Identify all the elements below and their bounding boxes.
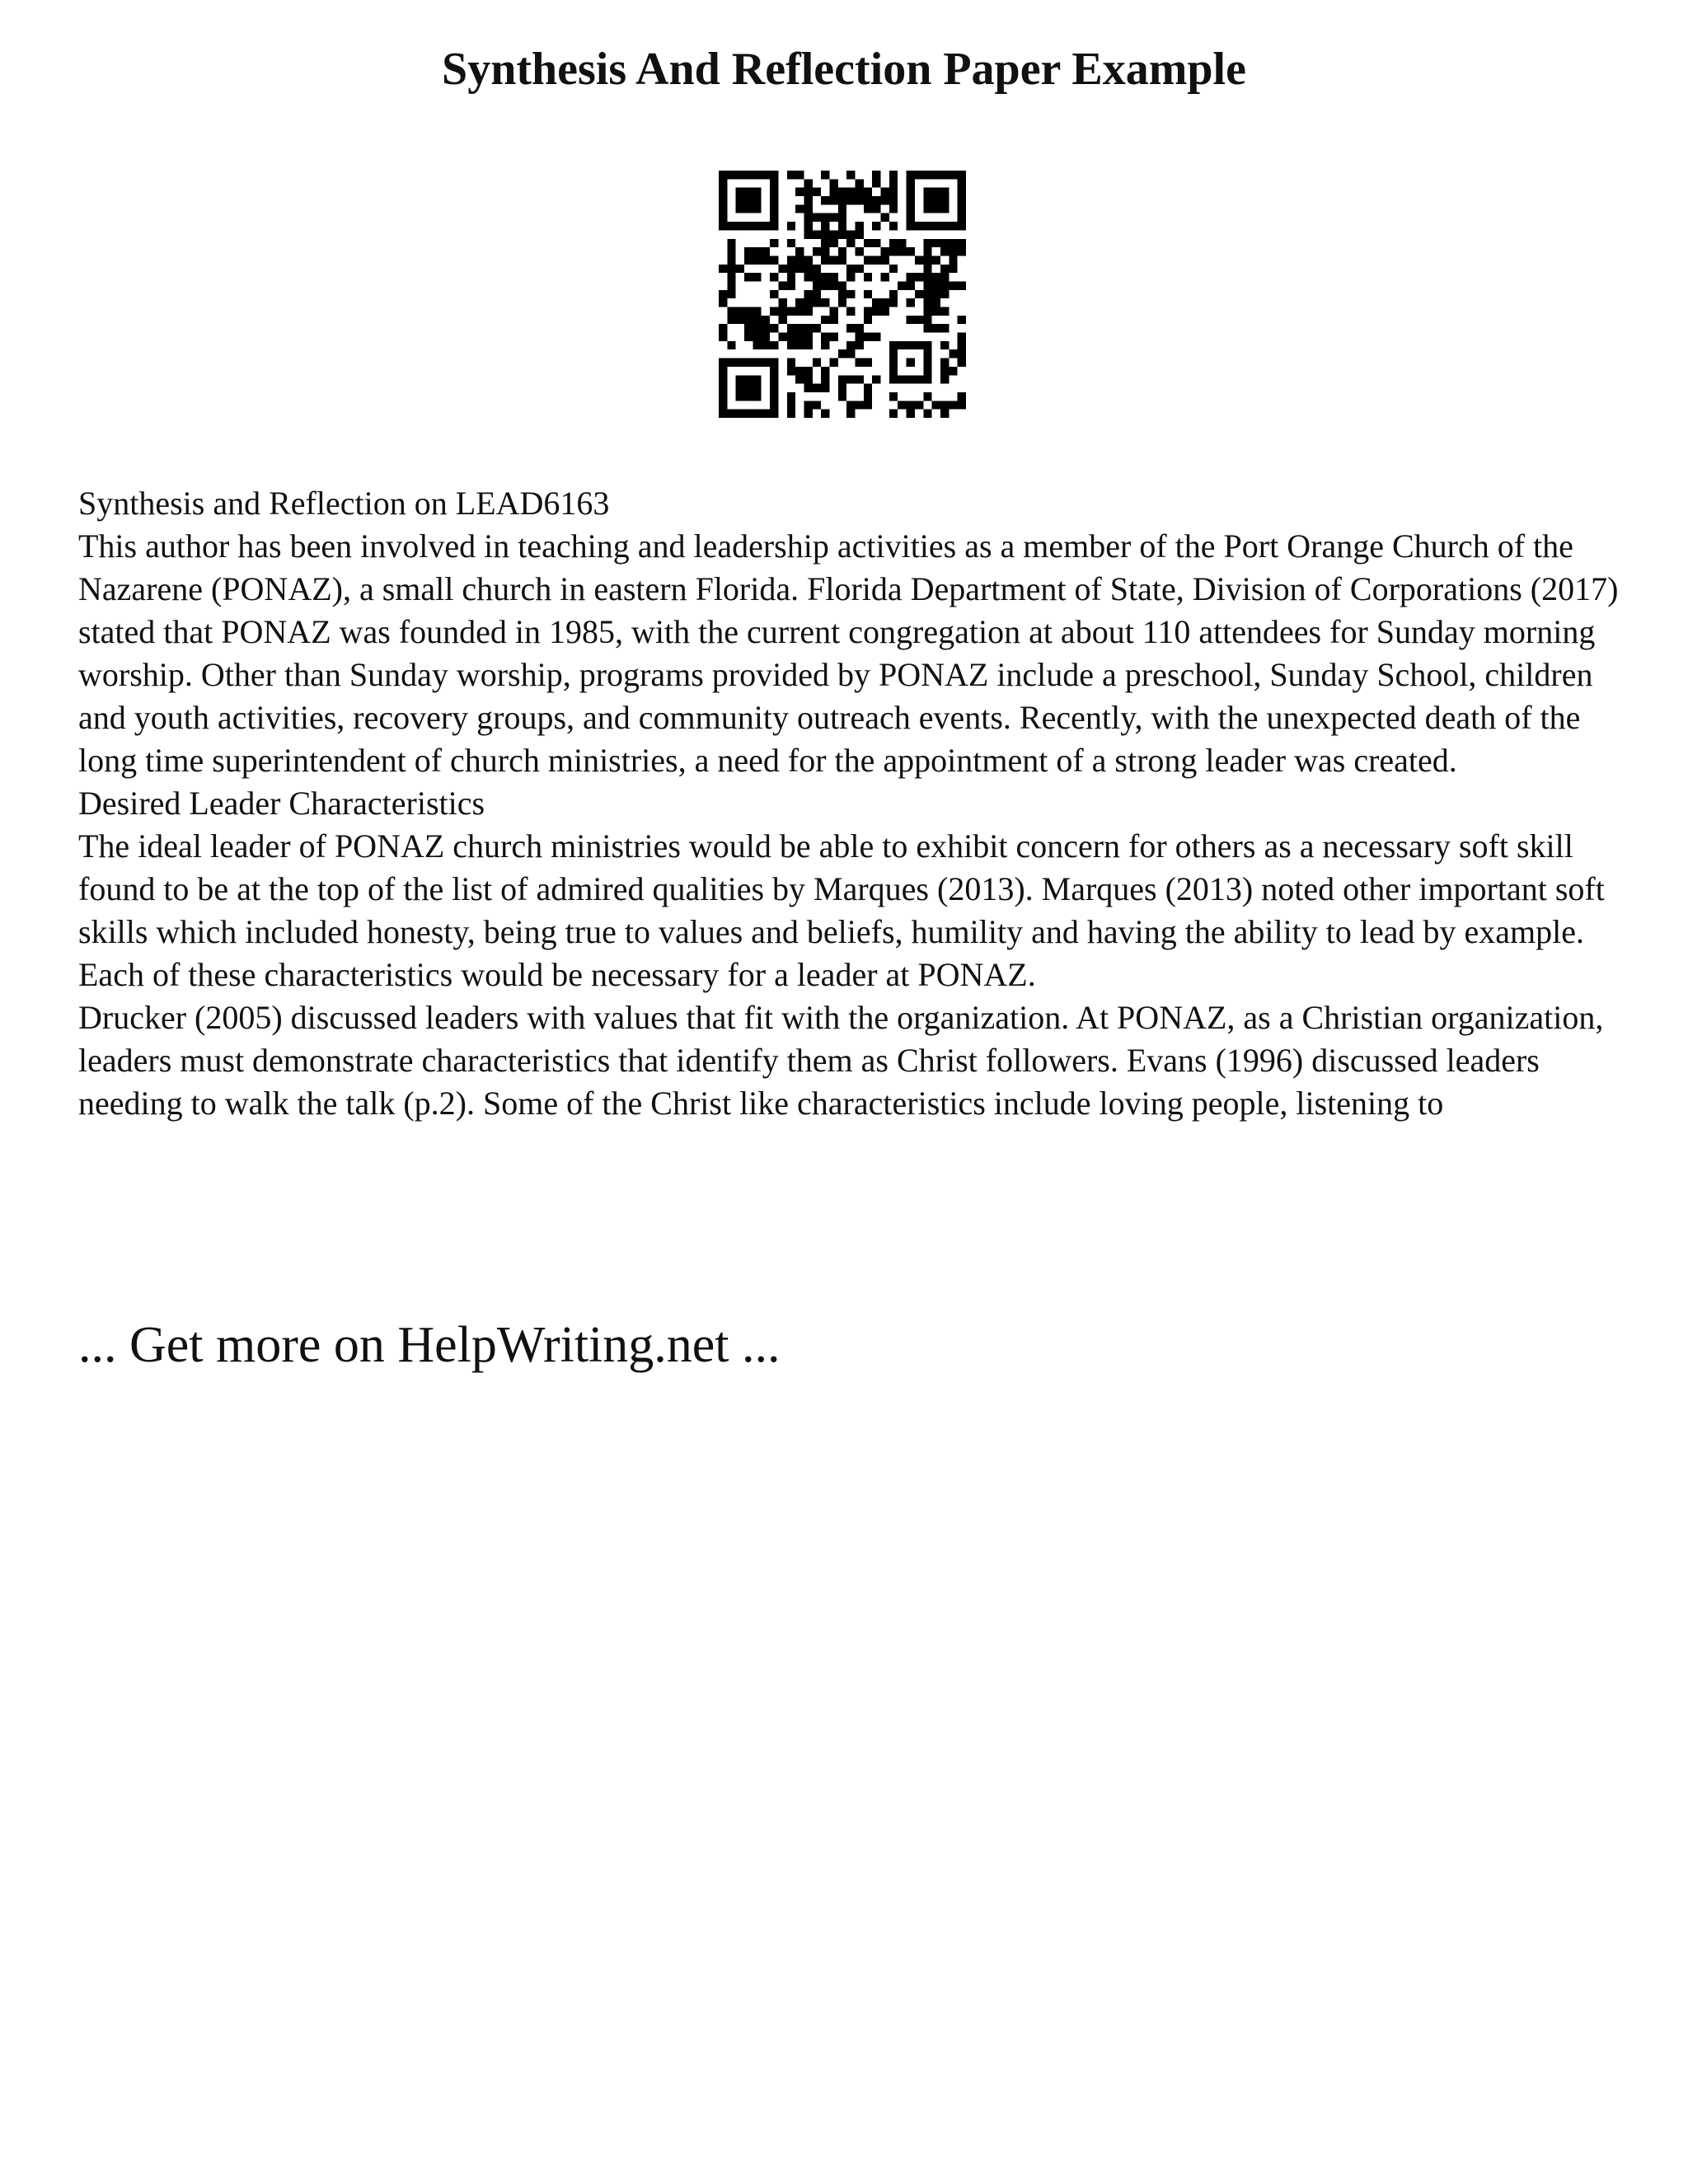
paragraph: Drucker (2005) discussed leaders with values that fit with the organization. At PONAZ, as a Christian organization, leaders must demonstrate characteristics that identify them as Christ followers. Evans (1996) discussed leaders needing to walk the talk (p.2). Some of the Christ like characteristics include loving people, listening to xyxy=(78,999,1604,1122)
subtitle: Synthesis and Reflection on LEAD6163 xyxy=(78,485,610,522)
page-title: Synthesis And Reflection Paper Example xyxy=(442,44,1246,95)
paragraph: This author has been involved in teaching and leadership activities as a member of the Port Orange Church of the Nazarene (PONAZ), a small church in eastern Florida. Florida Department of State, Division of Corporations (2017) stated that PONAZ was founded in 1985, with the current congregation at about 110 attendees for Sunday morning worship. Other than Sunday worship, programs provided by PONAZ include a preschool, Sunday School, children and youth activities, recovery groups, and community outreach events. Recently, with the unexpected death of the long time superintendent of church ministries, a need for the appointment of a strong leader was created. xyxy=(78,527,1619,779)
paragraph: The ideal leader of PONAZ church ministries would be able to exhibit concern for others as a necessary soft skill found to be at the top of the list of admired qualities by Marques (2013). Marques (2013) noted other important soft skills which included honesty, being true to values and beliefs, humility and having the ability to lead by example. Each of these characteristics would be necessary for a leader at PONAZ. xyxy=(78,827,1605,993)
get-more-link[interactable]: ... Get more on HelpWriting.net ... xyxy=(78,1317,781,1373)
qr-code-icon xyxy=(719,171,966,418)
section-heading: Desired Leader Characteristics xyxy=(78,785,485,822)
document-body xyxy=(78,482,1644,1125)
